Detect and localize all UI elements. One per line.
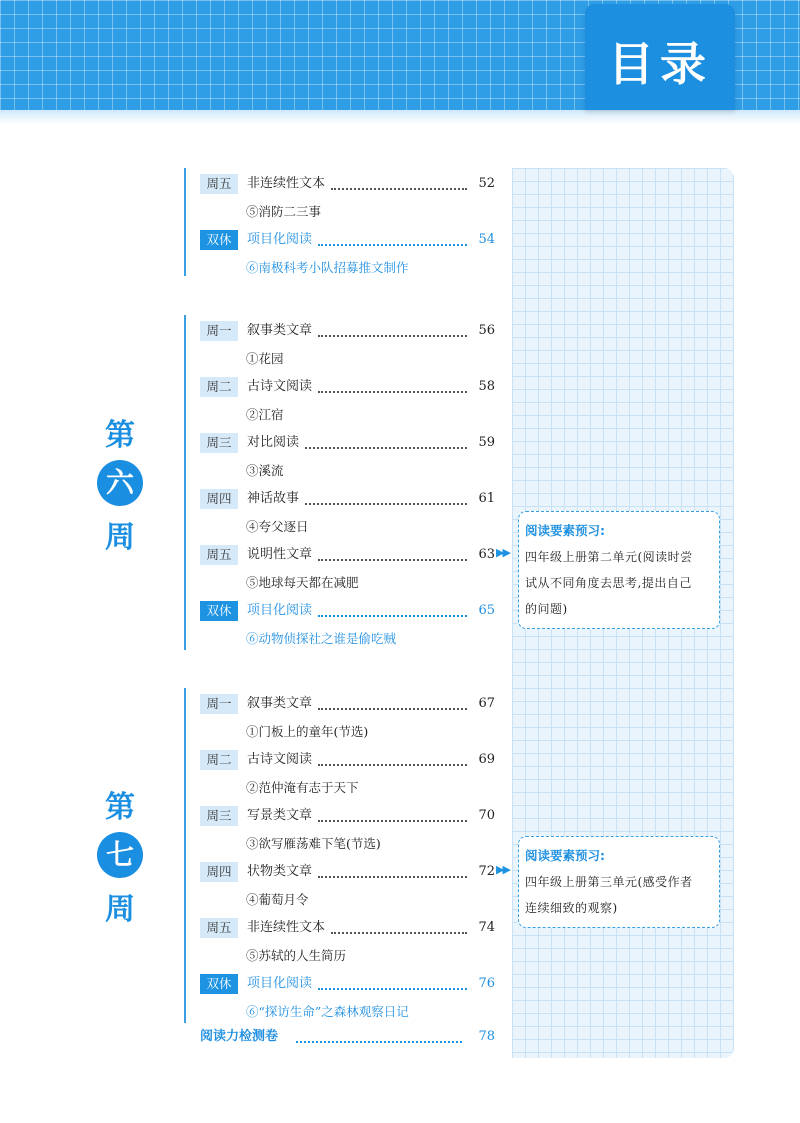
- entry-title: 神话故事: [247, 491, 300, 506]
- leader-dots: [318, 615, 467, 617]
- entry-page: 58: [478, 379, 495, 394]
- week-six-label: [92, 410, 148, 556]
- entry-subtitle[interactable]: ④夸父逐日: [246, 519, 309, 534]
- leader-dots: [318, 244, 467, 246]
- leader-dots: [331, 932, 467, 934]
- day-tag: 双休: [200, 601, 238, 621]
- toc-row[interactable]: [200, 375, 495, 401]
- entry-subtitle[interactable]: ⑤地球每天都在减肥: [246, 575, 359, 590]
- preview-line: 试从不同角度去思考,提出自己: [525, 576, 692, 590]
- toc-row[interactable]: [200, 860, 495, 886]
- day-tag: 周四: [200, 489, 238, 509]
- page-title: 目录: [608, 37, 712, 91]
- toc-row[interactable]: [200, 748, 495, 774]
- entry-title: 非连续性文本: [247, 176, 326, 191]
- leader-dots: [318, 559, 467, 561]
- entry-page: 70: [478, 808, 495, 823]
- day-tag: 周二: [200, 377, 238, 397]
- entry-page: 65: [478, 603, 495, 618]
- arrow-right-icon: ▶▶: [496, 863, 509, 876]
- leader-dots: [305, 503, 467, 505]
- entry-page: 61: [478, 491, 495, 506]
- day-tag: 周二: [200, 750, 238, 770]
- day-tag: 周五: [200, 174, 238, 194]
- arrow-right-icon: ▶▶: [496, 546, 509, 559]
- leader-dots: [318, 764, 467, 766]
- preview-box-2: [518, 836, 720, 928]
- leader-dots: [318, 820, 467, 822]
- entry-title: 古诗文阅读: [247, 752, 313, 767]
- entry-subtitle[interactable]: ⑥动物侦探社之谁是偷吃贼: [246, 631, 397, 646]
- leader-dots: [305, 447, 467, 449]
- entry-page: 74: [478, 920, 495, 935]
- week-six-number: 六: [97, 460, 143, 506]
- entry-subtitle[interactable]: ④葡萄月令: [246, 892, 309, 907]
- entry-page: 76: [478, 976, 495, 991]
- entry-title: 叙事类文章: [247, 696, 313, 711]
- section-bar-1: [184, 168, 186, 276]
- day-tag: 双休: [200, 974, 238, 994]
- toc-row[interactable]: [200, 543, 495, 569]
- entry-page: 67: [478, 696, 495, 711]
- week-six-bottom: 周: [105, 520, 135, 555]
- day-tag: 周五: [200, 545, 238, 565]
- preview-heading: 阅读要素预习:: [525, 848, 605, 863]
- entry-subtitle[interactable]: ①门板上的童年(节选): [246, 724, 369, 739]
- entry-page: 69: [478, 752, 495, 767]
- entry-title: 写景类文章: [247, 808, 313, 823]
- entry-title: 非连续性文本: [247, 920, 326, 935]
- entry-title: 项目化阅读: [247, 976, 313, 991]
- toc-row[interactable]: [200, 487, 495, 513]
- day-tag: 周三: [200, 806, 238, 826]
- week-seven-label: [92, 782, 148, 928]
- week-six-top: 第: [105, 418, 135, 453]
- entry-page: 72: [478, 864, 495, 879]
- entry-subtitle[interactable]: ⑤苏轼的人生简历: [246, 948, 347, 963]
- leader-dots: [318, 988, 467, 990]
- entry-subtitle[interactable]: ⑤消防二三事: [246, 204, 322, 219]
- day-tag: 周五: [200, 918, 238, 938]
- week-seven-number: 七: [97, 832, 143, 878]
- entry-title: 叙事类文章: [247, 323, 313, 338]
- leader-dots: [318, 708, 467, 710]
- entry-page: 63: [478, 547, 495, 562]
- entry-title: 项目化阅读: [247, 603, 313, 618]
- leader-dots: [318, 876, 467, 878]
- leader-dots: [296, 1041, 462, 1043]
- title-tab: [585, 4, 735, 110]
- toc-row[interactable]: [200, 228, 495, 254]
- toc-test-row[interactable]: [200, 1025, 495, 1049]
- day-tag: 双休: [200, 230, 238, 250]
- week-seven-top: 第: [105, 790, 135, 825]
- header-fade: [0, 110, 800, 124]
- entry-title: 项目化阅读: [247, 232, 313, 247]
- toc-row[interactable]: [200, 692, 495, 718]
- entry-subtitle[interactable]: ③溪流: [246, 463, 284, 478]
- preview-heading: 阅读要素预习:: [525, 523, 605, 538]
- entry-title: 说明性文章: [247, 547, 313, 562]
- section-bar-2: [184, 315, 186, 650]
- preview-line: 的问题): [525, 602, 568, 616]
- preview-line: 四年级上册第三单元(感受作者: [525, 875, 693, 889]
- toc-row[interactable]: [200, 431, 495, 457]
- entry-page: 59: [478, 435, 495, 450]
- entry-title: 古诗文阅读: [247, 379, 313, 394]
- preview-line: 连续细致的观察): [525, 901, 618, 915]
- entry-subtitle[interactable]: ①花园: [246, 351, 284, 366]
- section-bar-3: [184, 688, 186, 1023]
- preview-line: 四年级上册第二单元(阅读时尝: [525, 550, 693, 564]
- test-page: 78: [478, 1029, 495, 1044]
- entry-title: 对比阅读: [247, 435, 300, 450]
- toc-row[interactable]: [200, 172, 495, 198]
- entry-subtitle[interactable]: ⑥南极科考小队招募推文制作: [246, 260, 409, 275]
- toc-row[interactable]: [200, 972, 495, 998]
- leader-dots: [331, 188, 467, 190]
- entry-subtitle[interactable]: ③欲写雁荡难下笔(节选): [246, 836, 381, 851]
- day-tag: 周四: [200, 862, 238, 882]
- day-tag: 周三: [200, 433, 238, 453]
- test-label: 阅读力检测卷: [200, 1029, 279, 1044]
- toc-row[interactable]: [200, 599, 495, 625]
- entry-page: 56: [478, 323, 495, 338]
- leader-dots: [318, 335, 467, 337]
- preview-box-1: [518, 511, 720, 629]
- entry-page: 52: [478, 176, 495, 191]
- day-tag: 周一: [200, 321, 238, 341]
- week-seven-bottom: 周: [105, 892, 135, 927]
- day-tag: 周一: [200, 694, 238, 714]
- entry-title: 状物类文章: [247, 864, 313, 879]
- entry-subtitle[interactable]: ⑥“探访生命”之森林观察日记: [246, 1004, 409, 1019]
- entry-subtitle[interactable]: ②范仲淹有志于天下: [246, 780, 359, 795]
- toc-row[interactable]: [200, 916, 495, 942]
- leader-dots: [318, 391, 467, 393]
- entry-subtitle[interactable]: ②江宿: [246, 407, 284, 422]
- entry-page: 54: [478, 232, 495, 247]
- toc-row[interactable]: [200, 804, 495, 830]
- toc-row[interactable]: [200, 319, 495, 345]
